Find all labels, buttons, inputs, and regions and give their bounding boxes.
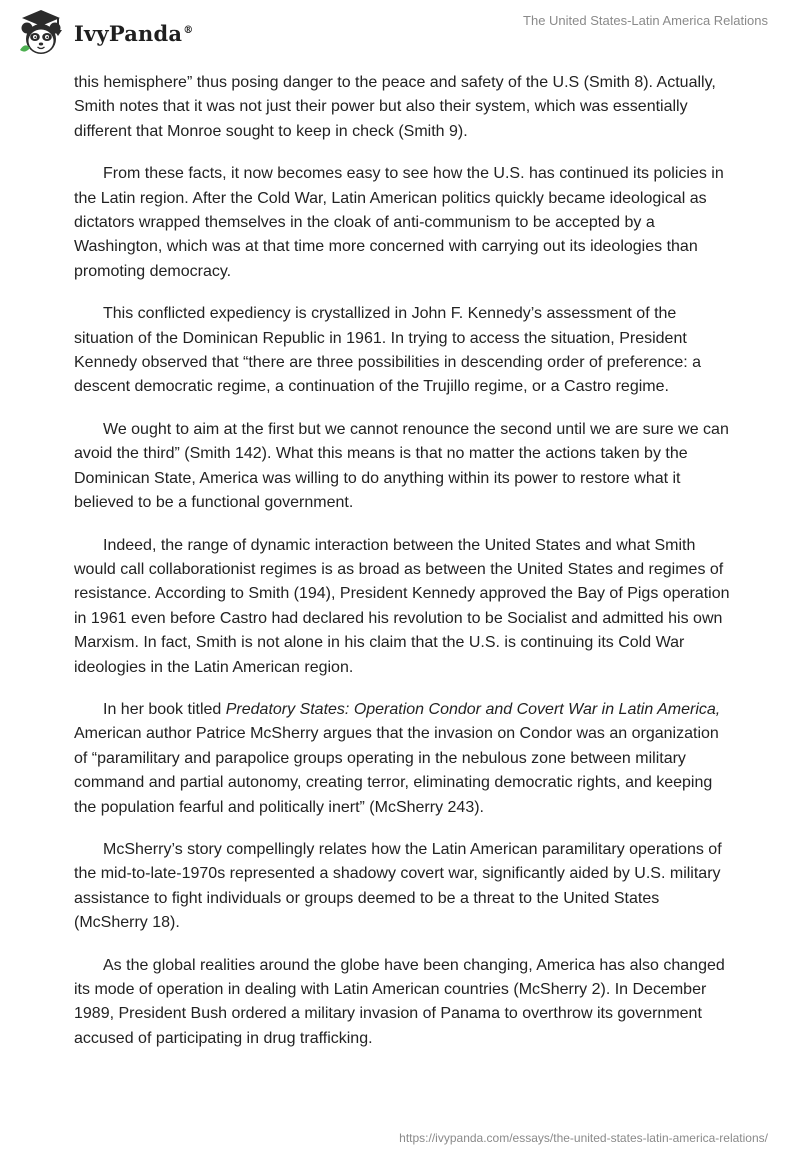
brand-name-text: IvyPanda — [74, 20, 183, 46]
panda-logo-icon — [16, 8, 66, 58]
paragraph: As the global realities around the globe have been changing, America has also changed its mode of operation in dealing with Latin American countries (McSherry 2). In December 1989, President Bush ordered a military invasion of Panama to overthrow its government accused of participating in drug trafficking. — [74, 956, 725, 1047]
paragraph: this hemisphere” thus posing danger to the peace and safety of the U.S (Smith 8). Actually, Smith notes that it was not just their power but also their system, which was essentially different that Monroe sought to keep in check (Smith 9). — [74, 74, 716, 140]
book-title: Predatory States: Operation Condor and Covert War in Latin America, — [225, 700, 721, 718]
paragraph-suffix: American author Patrice McSherry argues that the invasion on Condor was an organization of “paramilitary and parapolice groups operating in the nebulous zone between military command and partial autonomy, creating terror, eliminating democratic rights, and keeping the population fearful and politically inert” (McSherry 243). — [74, 725, 719, 816]
essay-body — [74, 71, 734, 1069]
document-title: The United States-Latin America Relations — [523, 13, 768, 28]
paragraph: We ought to aim at the first but we cannot renounce the second until we are sure we can avoid the third” (Smith 142). What this means is that no matter the actions taken by the Dominican State, America was willing to do anything within its power to restore what it believed to be a functional government. — [74, 420, 729, 512]
paragraph: Indeed, the range of dynamic interaction between the United States and what Smith would call collaborationist regimes is as broad as between the United States and regimes of resistance. According to Smith (194), President Kennedy approved the Bay of Pigs operation in 1961 even before Castro had declared his revolution to be Socialist and admitted his own Marxism. In fact, Smith is not alone in his claim that the U.S. is continuing its Cold War ideologies in the Latin American region. — [74, 536, 730, 676]
paragraph: From these facts, it now becomes easy to see how the U.S. has continued its policies in the Latin region. After the Cold War, Latin American politics quickly became ideological as dictators wrapped themselves in the cloak of anti-communism to be accepted by a Washington, which was at that time more concerned with carrying out its ideologies than promoting democracy. — [74, 165, 724, 280]
page-header — [0, 0, 800, 70]
paragraph — [74, 698, 734, 820]
paragraph-prefix: In her book titled — [103, 700, 226, 718]
registered-mark: ® — [183, 24, 194, 36]
paragraph: McSherry’s story compellingly relates how the Latin American paramilitary operations of the mid-to-late-1970s represented a shadowy covert war, significantly aided by U.S. military assistance to fight individuals or groups deemed to be a threat to the United States (McSherry 18). — [74, 840, 722, 932]
source-url-link[interactable]: https://ivypanda.com/essays/the-united-states-latin-america-relations/ — [399, 1131, 768, 1145]
paragraph: This conflicted expediency is crystallized in John F. Kennedy’s assessment of the situation of the Dominican Republic in 1961. In trying to access the situation, President Kennedy observed that “there are three possibilities in descending order of preference: a descent democratic regime, a continuation of the Trujillo regime, or a Castro regime. — [74, 305, 702, 396]
brand-name — [74, 21, 193, 46]
brand-logo[interactable] — [16, 8, 193, 58]
